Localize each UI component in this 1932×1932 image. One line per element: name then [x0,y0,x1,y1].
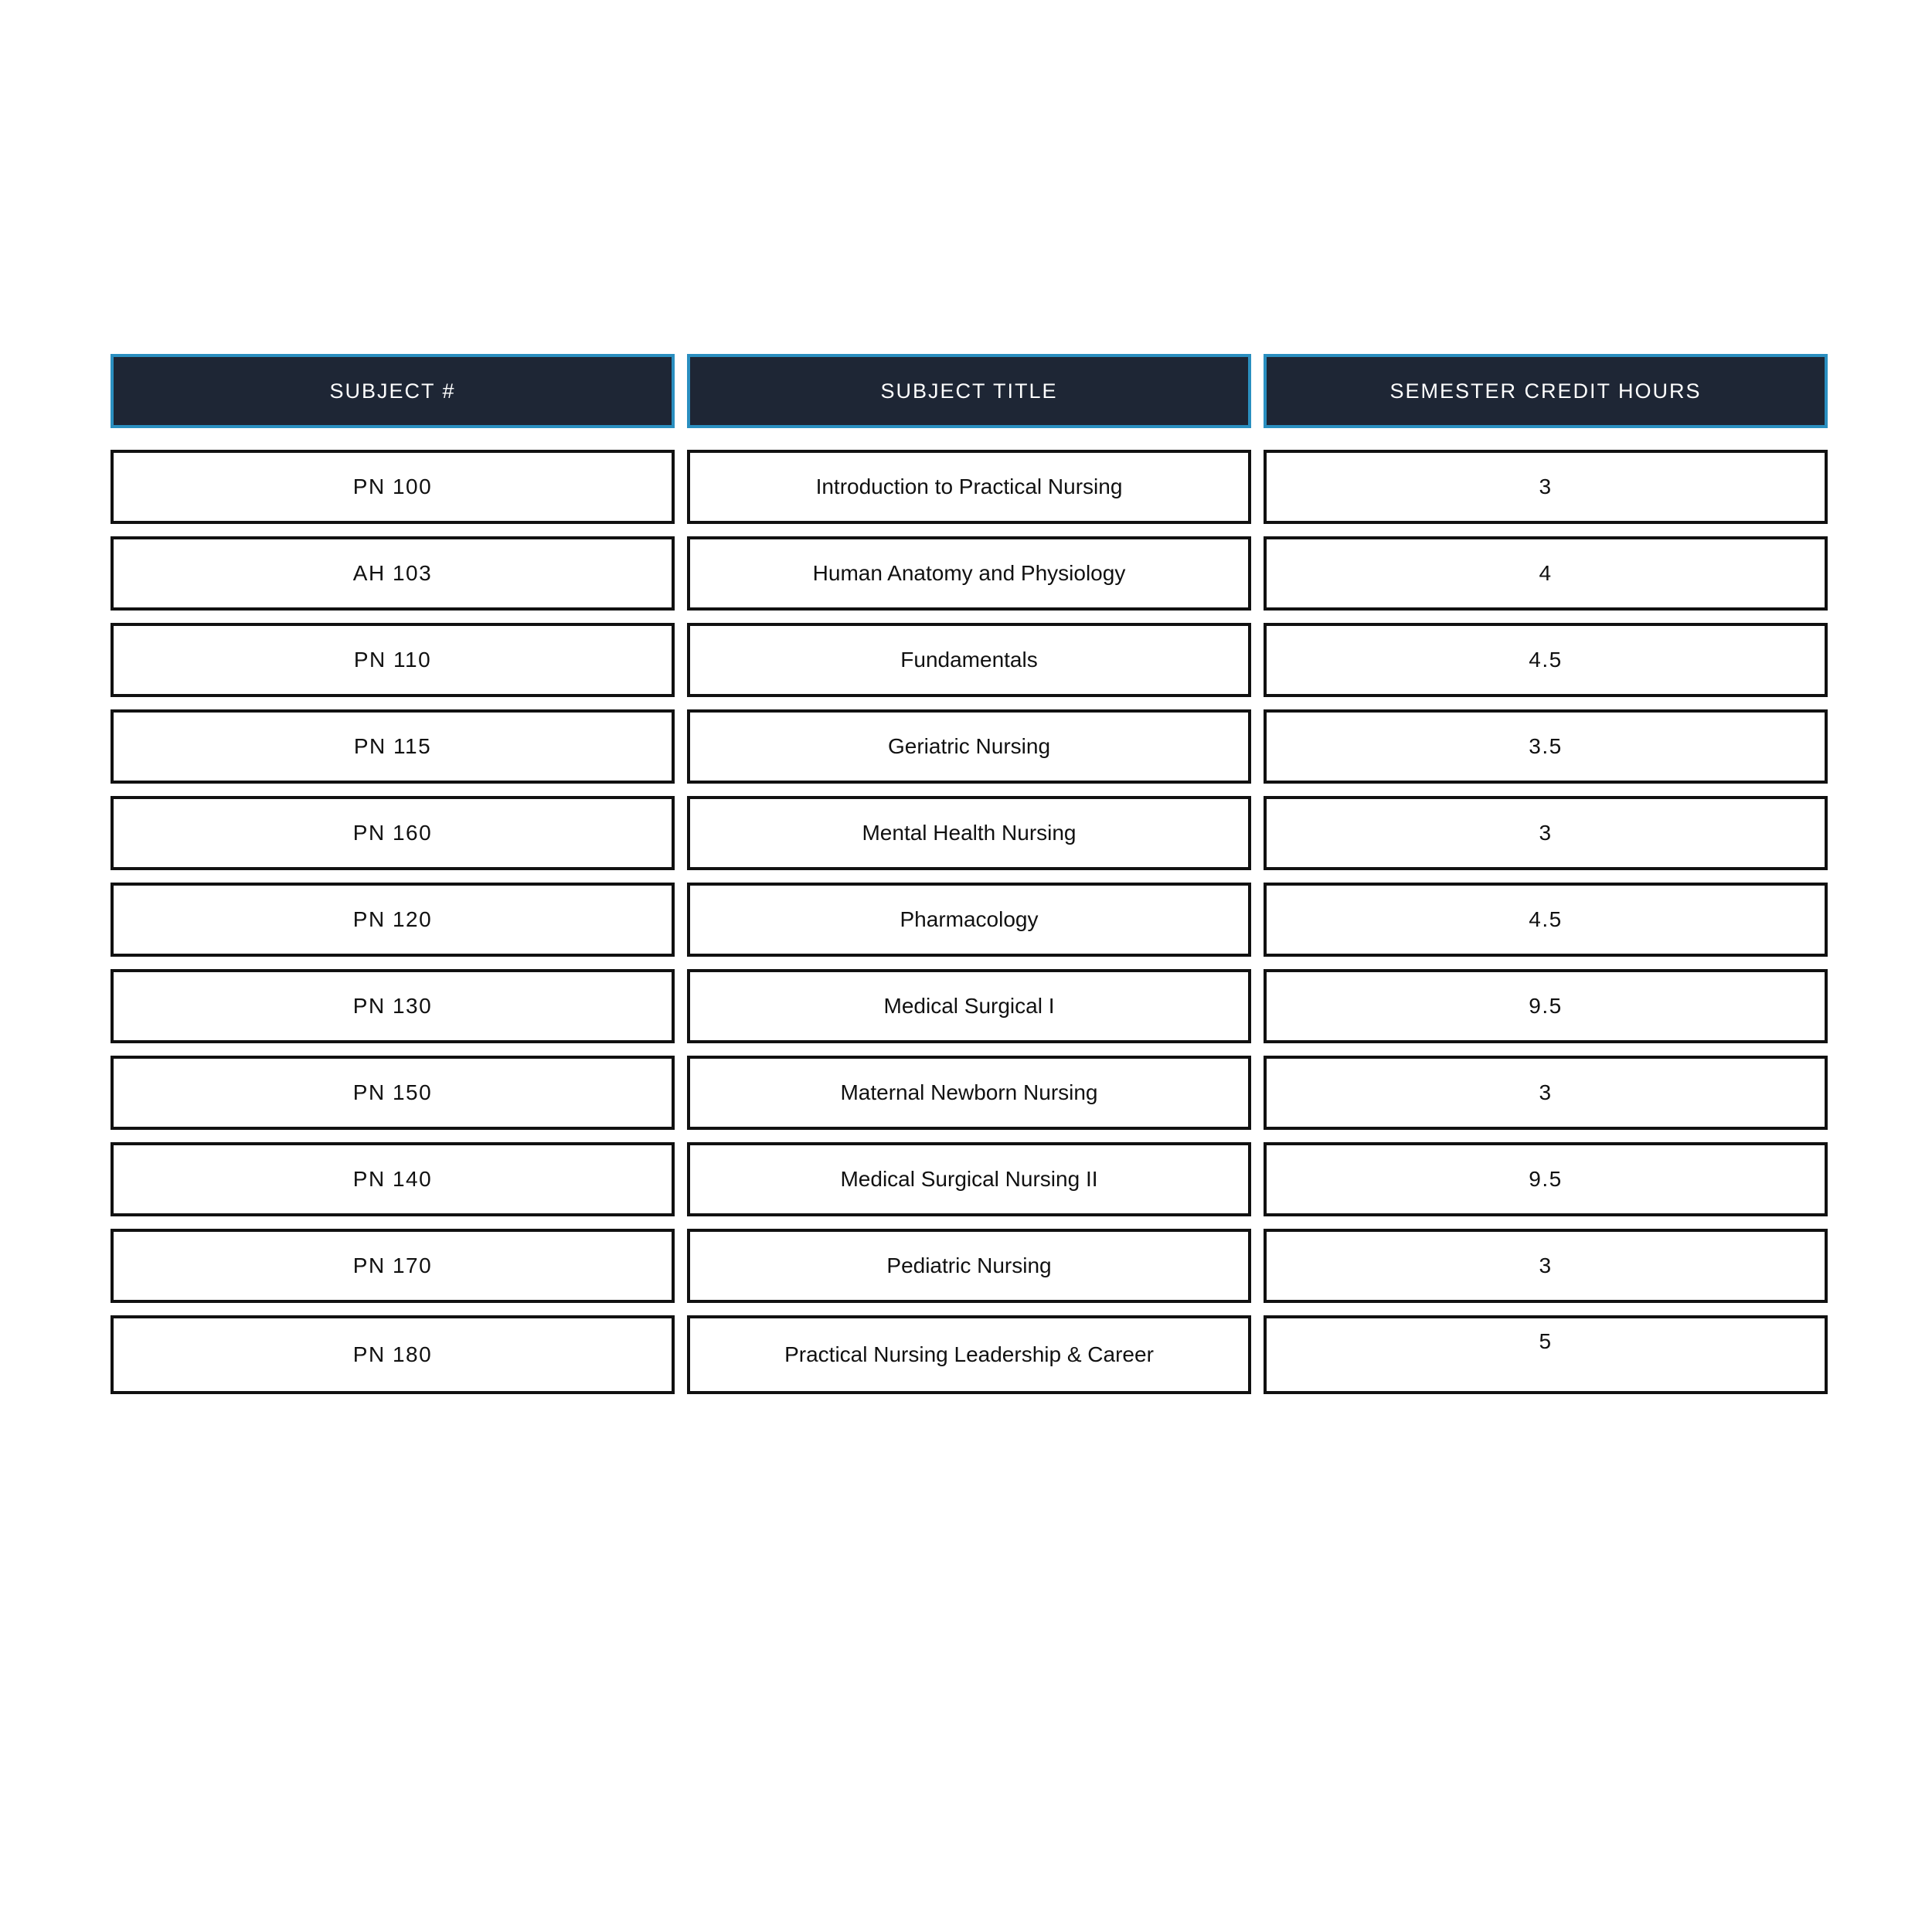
credit-hours-cell: 3 [1264,1229,1828,1303]
table-row [111,796,1828,870]
subject-title-cell: Medical Surgical Nursing II [687,1142,1251,1216]
table-row [111,1229,1828,1303]
credit-hours-cell: 4.5 [1264,623,1828,697]
credit-hours-cell: 9.5 [1264,1142,1828,1216]
credit-hours-cell: 5 [1264,1315,1828,1394]
subject-title-cell: Introduction to Practical Nursing [687,450,1251,524]
credit-hours-cell: 3.5 [1264,709,1828,784]
subject-number-cell: PN 140 [111,1142,675,1216]
credit-hours-cell: 3 [1264,796,1828,870]
subject-title-cell: Pediatric Nursing [687,1229,1251,1303]
table-row [111,623,1828,697]
subject-title-cell: Mental Health Nursing [687,796,1251,870]
table-row [111,450,1828,524]
credit-hours-cell: 9.5 [1264,969,1828,1043]
subject-number-cell: PN 115 [111,709,675,784]
header-subject-number: SUBJECT # [111,354,675,428]
course-table [111,354,1828,1406]
subject-title-cell: Maternal Newborn Nursing [687,1056,1251,1130]
subject-title-cell: Pharmacology [687,883,1251,957]
subject-title-cell: Medical Surgical I [687,969,1251,1043]
credit-hours-cell: 4.5 [1264,883,1828,957]
subject-number-cell: PN 120 [111,883,675,957]
table-row [111,1056,1828,1130]
subject-number-cell: PN 170 [111,1229,675,1303]
table-row [111,883,1828,957]
subject-number-cell: PN 150 [111,1056,675,1130]
subject-title-cell: Geriatric Nursing [687,709,1251,784]
table-row [111,969,1828,1043]
subject-title-cell: Practical Nursing Leadership & Career [687,1315,1251,1394]
subject-number-cell: PN 180 [111,1315,675,1394]
table-header-row [111,354,1828,428]
subject-title-cell: Fundamentals [687,623,1251,697]
table-row [111,1142,1828,1216]
subject-number-cell: AH 103 [111,536,675,611]
table-row [111,709,1828,784]
table-row [111,536,1828,611]
credit-hours-cell: 3 [1264,1056,1828,1130]
subject-number-cell: PN 160 [111,796,675,870]
subject-number-cell: PN 100 [111,450,675,524]
header-subject-title: SUBJECT TITLE [687,354,1251,428]
table-row [111,1315,1828,1394]
credit-hours-cell: 3 [1264,450,1828,524]
subject-number-cell: PN 110 [111,623,675,697]
subject-number-cell: PN 130 [111,969,675,1043]
header-semester-credit-hours: SEMESTER CREDIT HOURS [1264,354,1828,428]
credit-hours-cell: 4 [1264,536,1828,611]
subject-title-cell: Human Anatomy and Physiology [687,536,1251,611]
